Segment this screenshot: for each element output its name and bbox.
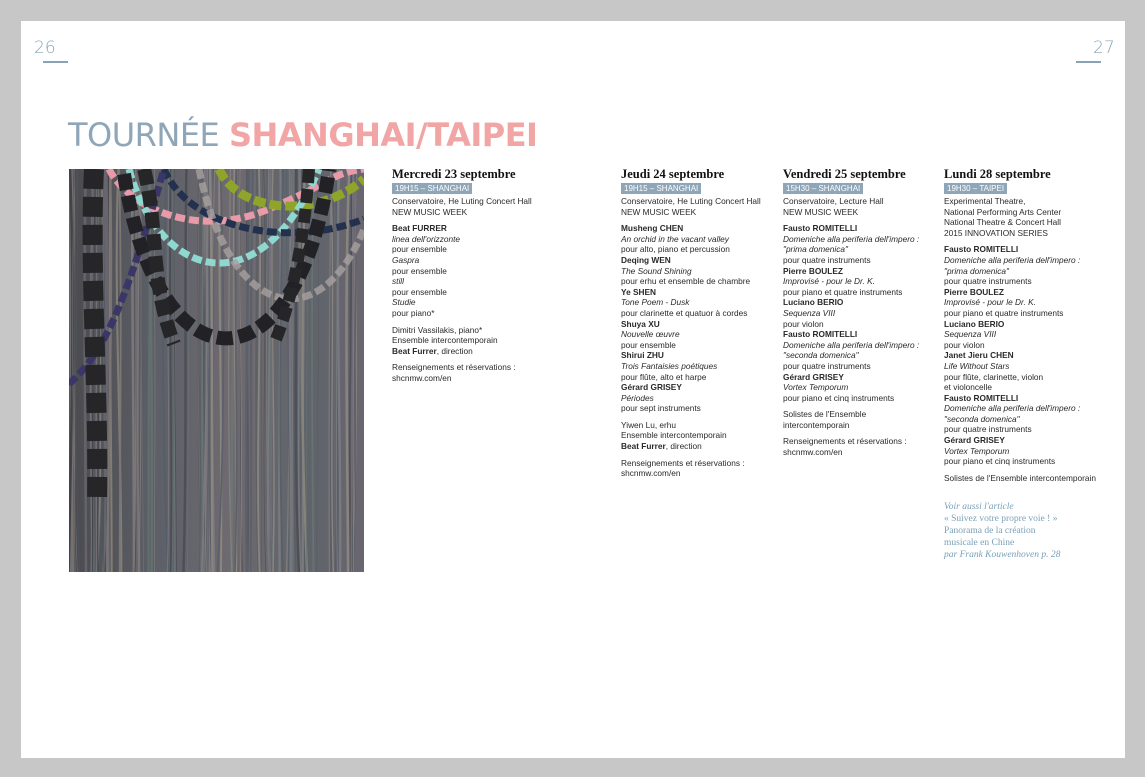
see-also-line: Voir aussi l'article (944, 502, 1014, 512)
program-line: pour piano et cinq instruments (783, 392, 895, 403)
composer-name: Luciano BERIO (783, 297, 844, 308)
composer-name: Luciano BERIO (944, 318, 1005, 329)
program-line: pour flûte, alto et harpe (621, 371, 707, 382)
program-line: Solistes de l'Ensemble intercontemporain (944, 472, 1096, 483)
program-line: pour piano* (392, 307, 435, 318)
program-line: pour flûte, clarinette, violon (944, 371, 1044, 382)
program-line: pour ensemble (392, 244, 447, 255)
work-title: Domeniche alla periferia dell'impero : (944, 254, 1081, 265)
program-line: pour quatre instruments (944, 424, 1032, 435)
program-line: Ensemble intercontemporain (392, 335, 498, 346)
schedule-column-1 (392, 167, 532, 384)
composer-name: Musheng CHEN (621, 223, 684, 234)
day-heading: Lundi 28 septembre (944, 167, 1051, 181)
program-list (944, 244, 1096, 483)
work-title: Vortex Temporum (783, 382, 849, 393)
program-line: pour erhu et ensemble de chambre (621, 276, 751, 287)
composer-name: Beat FURRER (392, 223, 447, 234)
article-title: Panorama de la création (944, 526, 1036, 536)
page-number-rule-right (1076, 61, 1101, 63)
time-badge: 19H15 – SHANGHAI (621, 183, 701, 194)
article-title: « Suivez votre propre voie ! » (944, 514, 1058, 524)
article-title: musicale en Chine (944, 538, 1015, 548)
venue-text: Conservatoire, He Luting Concert Hall NEW MUSIC WEEK (392, 196, 532, 217)
program-line: pour violon (783, 318, 824, 329)
article-author: par Frank Kouwenhoven p. 28 (944, 550, 1061, 560)
composer-name: Fausto ROMITELLI (783, 223, 858, 234)
work-title: linea dell'orizzonte (392, 233, 460, 244)
program-line: pour quatre instruments (783, 360, 871, 371)
program-line: pour quatre instruments (944, 276, 1032, 287)
time-badge: 19H15 – SHANGHAI (392, 183, 472, 194)
program-line: Dimitri Vassilakis, piano* (392, 324, 483, 335)
venue-text: Conservatoire, Lecture Hall NEW MUSIC WEEK (783, 196, 884, 217)
title-cities: SHANGHAI/TAIPEI (228, 116, 538, 154)
work-title: An orchid in the vacant valley (621, 233, 729, 244)
program-line: Solistes de l'Ensemble (783, 409, 867, 420)
schedule-column-3 (783, 167, 919, 458)
program-line: Beat Furrer, direction (392, 345, 473, 356)
work-title: Improvisé - pour le Dr. K. (783, 276, 875, 287)
program-line: intercontemporain (783, 419, 850, 430)
work-title: Tone Poem - Dusk (621, 297, 690, 308)
program-line: pour violon (944, 339, 985, 350)
time-badge: 15H30 – SHANGHAI (783, 183, 863, 194)
composer-name: Fausto ROMITELLI (944, 392, 1019, 403)
work-title: still (392, 276, 404, 287)
day-heading: Mercredi 23 septembre (392, 167, 516, 181)
program-list (392, 223, 532, 383)
program-list (621, 223, 761, 479)
composer-name: Pierre BOULEZ (944, 286, 1004, 297)
work-title: Improvisé - pour le Dr. K. (944, 297, 1036, 308)
composer-name: Fausto ROMITELLI (783, 329, 858, 340)
work-title: Life Without Stars (944, 360, 1010, 371)
work-title: Sequenza VIII (944, 329, 997, 340)
work-title: "prima domenica" (944, 265, 1009, 276)
program-line: shcnmw.com/en (392, 372, 452, 383)
schedule-column-4 (944, 167, 1096, 483)
work-title: Sequenza VIII (783, 307, 836, 318)
page-number-rule-left (43, 61, 68, 63)
page-title (68, 116, 537, 154)
program-line: pour ensemble (392, 286, 447, 297)
magazine-spread (21, 21, 1125, 758)
program-line: Renseignements et réservations : (392, 362, 516, 373)
program-line: pour piano et quatre instruments (783, 286, 903, 297)
work-title: Domeniche alla periferia dell'impero : (944, 403, 1081, 414)
program-line: et violoncelle (944, 382, 992, 393)
composer-name: Fausto ROMITELLI (944, 244, 1019, 255)
venue-text: Conservatoire, He Luting Concert Hall NEW MUSIC WEEK (621, 196, 761, 217)
work-title: Nouvelle œuvre (621, 329, 680, 340)
page-number-right: 27 (1093, 38, 1115, 58)
composer-name: Shirui ZHU (621, 350, 664, 361)
program-line: pour sept instruments (621, 403, 701, 414)
composer-name: Gérard GRISEY (621, 382, 682, 393)
work-title: Studie (392, 297, 416, 308)
composer-name: Deqing WEN (621, 254, 671, 265)
work-title: Domeniche alla periferia dell'impero : (783, 339, 920, 350)
program-line: pour ensemble (392, 265, 447, 276)
composer-name: Janet Jieru CHEN (944, 350, 1014, 361)
work-title: Gaspra (392, 254, 420, 265)
program-line: pour piano et cinq instruments (944, 456, 1056, 467)
program-line: Ensemble intercontemporain (621, 430, 727, 441)
program-line: pour quatre instruments (783, 254, 871, 265)
see-also-note[interactable] (944, 501, 1060, 561)
work-title: Périodes (621, 392, 654, 403)
program-line: Renseignements et réservations : (621, 457, 745, 468)
work-title: "seconda domenica" (783, 350, 859, 361)
work-title: Domeniche alla periferia dell'impero : (783, 233, 920, 244)
program-line: pour alto, piano et percussion (621, 244, 730, 255)
program-line: pour ensemble (621, 339, 676, 350)
program-line: Beat Furrer, direction (621, 441, 702, 452)
composer-name: Pierre BOULEZ (783, 265, 843, 276)
title-tour-word: TOURNÉE (68, 116, 229, 154)
work-title: "seconda domenica" (944, 413, 1020, 424)
program-line: shcnmw.com/en (621, 468, 681, 479)
program-line: Yiwen Lu, erhu (621, 419, 677, 430)
composer-name: Shuya XU (621, 318, 660, 329)
program-line: Renseignements et réservations : (783, 436, 907, 447)
time-badge: 19H30 – TAIPEI (944, 183, 1007, 194)
program-line: pour piano et quatre instruments (944, 307, 1064, 318)
page-number-left: 26 (34, 38, 56, 58)
work-title: Vortex Temporum (944, 445, 1010, 456)
work-title: The Sound Shining (621, 265, 692, 276)
program-line: pour clarinette et quatuor à cordes (621, 307, 748, 318)
work-title: Trois Fantaisies poétiques (621, 360, 718, 371)
composer-name: Gérard GRISEY (944, 435, 1005, 446)
venue-text: Experimental Theatre, National Performing Arts Center National Theatre & Concert Hall 2015 INNOVATION SERIES (944, 196, 1062, 238)
composer-name: Gérard GRISEY (783, 371, 844, 382)
work-title: "prima domenica" (783, 244, 848, 255)
day-heading: Vendredi 25 septembre (783, 167, 906, 181)
program-list (783, 223, 919, 457)
schedule-column-2 (621, 167, 761, 479)
composer-name: Ye SHEN (621, 286, 657, 297)
artwork-image (69, 169, 364, 572)
day-heading: Jeudi 24 septembre (621, 167, 725, 181)
program-line: shcnmw.com/en (783, 447, 843, 458)
